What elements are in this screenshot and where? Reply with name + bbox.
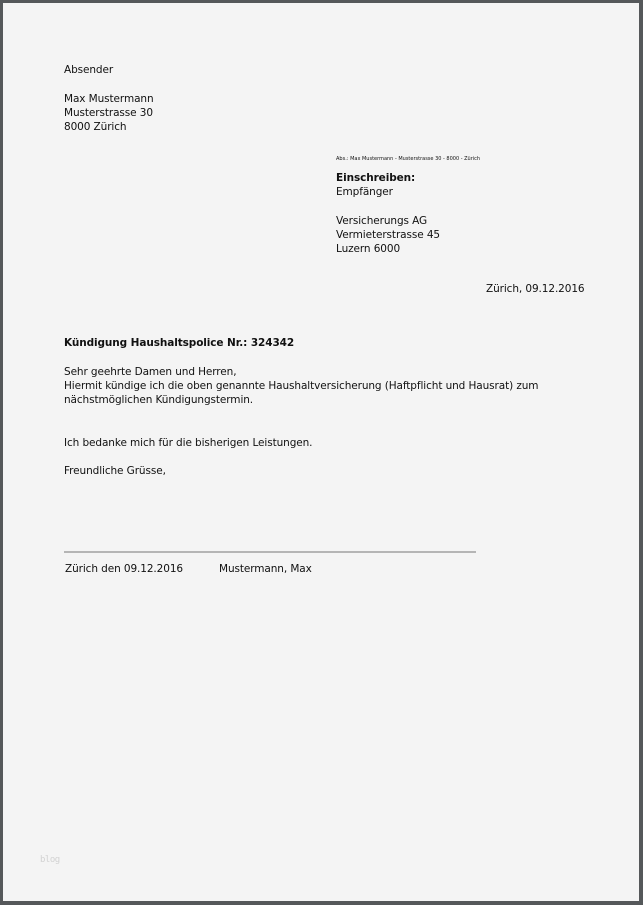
sender-heading: Absender bbox=[64, 64, 114, 76]
body-paragraph-line-2: nächstmöglichen Kündigungstermin. bbox=[64, 394, 254, 406]
letter-page bbox=[3, 3, 639, 901]
signature-place-date: Zürich den 09.12.2016 bbox=[65, 563, 183, 575]
salutation: Sehr geehrte Damen und Herren, bbox=[64, 366, 237, 378]
subject-line: Kündigung Haushaltspolice Nr.: 324342 bbox=[64, 337, 295, 349]
recipient-street: Vermieterstrasse 45 bbox=[336, 229, 440, 241]
recipient-city: Luzern 6000 bbox=[336, 243, 401, 255]
sender-name: Max Mustermann bbox=[64, 93, 154, 105]
return-address-line: Abs.: Max Mustermann - Musterstrasse 30 - 8000 - Zürich bbox=[336, 156, 481, 162]
signature-line bbox=[64, 551, 476, 553]
place-date: Zürich, 09.12.2016 bbox=[486, 283, 585, 295]
recipient-company: Versicherungs AG bbox=[336, 215, 428, 227]
thanks-line: Ich bedanke mich für die bisherigen Leistungen. bbox=[64, 437, 313, 449]
signature-name: Mustermann, Max bbox=[219, 563, 312, 575]
recipient-heading: Empfänger bbox=[336, 186, 393, 198]
watermark: blog bbox=[40, 855, 60, 865]
closing-line: Freundliche Grüsse, bbox=[64, 465, 166, 477]
sender-city: 8000 Zürich bbox=[64, 121, 127, 133]
body-paragraph-line-1: Hiermit kündige ich die oben genannte Haushaltversicherung (Haftpflicht und Hausrat) zum bbox=[64, 380, 539, 392]
delivery-type: Einschreiben: bbox=[336, 172, 416, 184]
sender-street: Musterstrasse 30 bbox=[64, 107, 153, 119]
